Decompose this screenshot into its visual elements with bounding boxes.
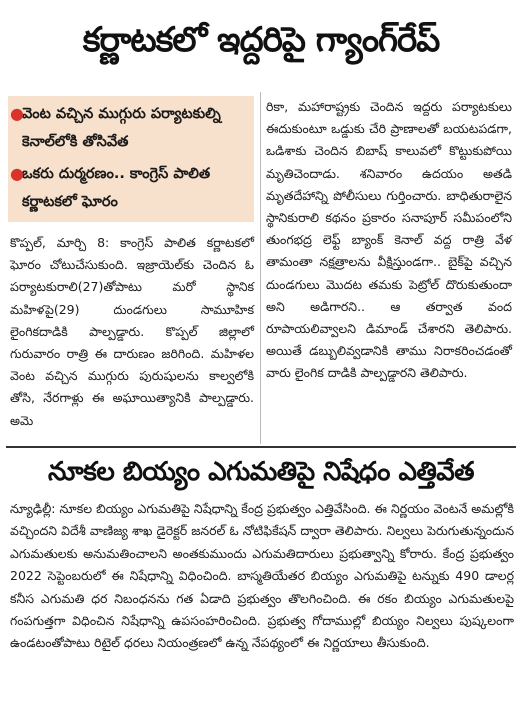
story2-body: న్యూఢిల్లీ: నూకల బియ్యం ఎగుమతిపై నిషేధాన్ని కేంద్ర ప్రభుత్వం ఎత్తివేసింది. ఈ నిర్ణయం వెంటనే అమల్లోకి వచ్చిందని విదేశీ వాణిజ్య శాఖ డైరెక్టర్ జనరల్ ఓ నోటిఫికేషన్ ద్వారా తెలిపారు. నిల్వలు పెరుగుతున్నందున ఎగుమతులకు అనుమతించాలని అంతకుముందు ఎగుమతిదారులు ప్రభుత్వాన్ని కోరారు. కేంద్ర ప్రభుత్వం 2022 సెప్టెంబరులో ఈ నిషేధాన్ని విధించింది. బాస్మతియేతర బియ్యం ఎగుమతిపై టన్నుకు 490 డాలర్ల కనీస ఎగుమతి ధర నిబంధనను గత ఏడాది ప్రభుత్వం తొలగించింది. ఈ రకం బియ్యం ఎగుమతులపై గంపగుత్తగా విధించిన నిషేధాన్ని ఉపసంహరించింది. ప్రభుత్వ గోదాముల్లో బియ్యం నిల్వలు పుష్కలంగా ఉండటంతోపాటు రిటైల్ ధరలు నియంత్రణలో ఉన్న నేపథ్యంలో ఈ నిర్ణయాలు తీసుకుంది. [10, 501, 514, 651]
story2-headline: నూకల బియ్యం ఎగుమతిపై నిషేధం ఎత్తివేత [47, 457, 475, 487]
column-divider [260, 92, 261, 444]
bullet-dot-icon: ● [10, 104, 24, 123]
story1-right-column: రికా, మహారాష్ట్రకు చెందిన ఇద్దరు పర్యాటకులు ఈదుకుంటూ ఒడ్డుకు చేరి ప్రాణాలతో బయటపడగా, ఒడిశాకు చెందిన బిబాష్ కాలువలో కొట్టుకుపోయి మృతిచెందాడు. శనివారం ఉదయం అతడి మృతదేహాన్ని పోలీసులు గుర్తించారు. బాధితురాలైన స్థానికురాలి కథనం ప్రకారం సనాపూర్ సమీపంలోని తుంగభద్ర లెఫ్ట్ బ్యాంక్ కెనాల్ వద్ద రాత్రి వేళ తామంతా నక్షత్రాలను వీక్షిస్తుండగా.. బైక్‌పై వచ్చిన దుండగులు మొదట తమకు పెట్రోల్ దొరుకుతుందా అని అడిగారని.. ఆ తర్వాత వంద రూపాయలివ్వాలని డిమాండ్ చేశారని తెలిపారు. అయితే డబ్బులివ్వడానికి తాము నిరాకరించడంతో వారు లైంగిక దాడికి పాల్పడ్డారని తెలిపారు. [266, 99, 512, 381]
highlight-text: వెంట వచ్చిన ముగ్గురు పర్యాటకుల్ని కెనాల్‌లోకి తోసివేత [22, 106, 221, 150]
story1-highlights-box [8, 96, 254, 222]
highlight-text: ఒకరు దుర్మరణం.. కాంగ్రెస్ పాలిత కర్ణాటకలో ఘోరం [22, 166, 211, 210]
story1-headline: కర్ణాటకలో ఇద్దరిపై గ్యాంగ్‌రేప్ [82, 20, 440, 60]
story1-left-column: కొప్పల్, మార్చి 8: కాంగ్రెస్ పాలిత కర్ణాటకలో ఘోరం చోటుచేసుకుంది. ఇజ్రాయెల్‌కు చెందిన ఓ పర్యాటకురాలి(27)తోపాటు మరో స్థానిక మహిళపై(29) దుండగులు సామూహిక లైంగికదాడికి పాల్పడ్డారు. కొప్పల్ జిల్లాలో గురువారం రాత్రి ఈ దారుణం జరిగింది. మహిళల వెంట వచ్చిన ముగ్గురు పురుషులను కాల్వలోకి తోసి, నేరగాళ్లు ఈ అఘాయిత్యానికి పాల్పడ్డారు. అమె [10, 235, 254, 428]
highlight-item [10, 100, 250, 156]
section-divider [6, 446, 516, 448]
bullet-dot-icon: ● [10, 164, 24, 183]
highlight-item [10, 160, 250, 216]
